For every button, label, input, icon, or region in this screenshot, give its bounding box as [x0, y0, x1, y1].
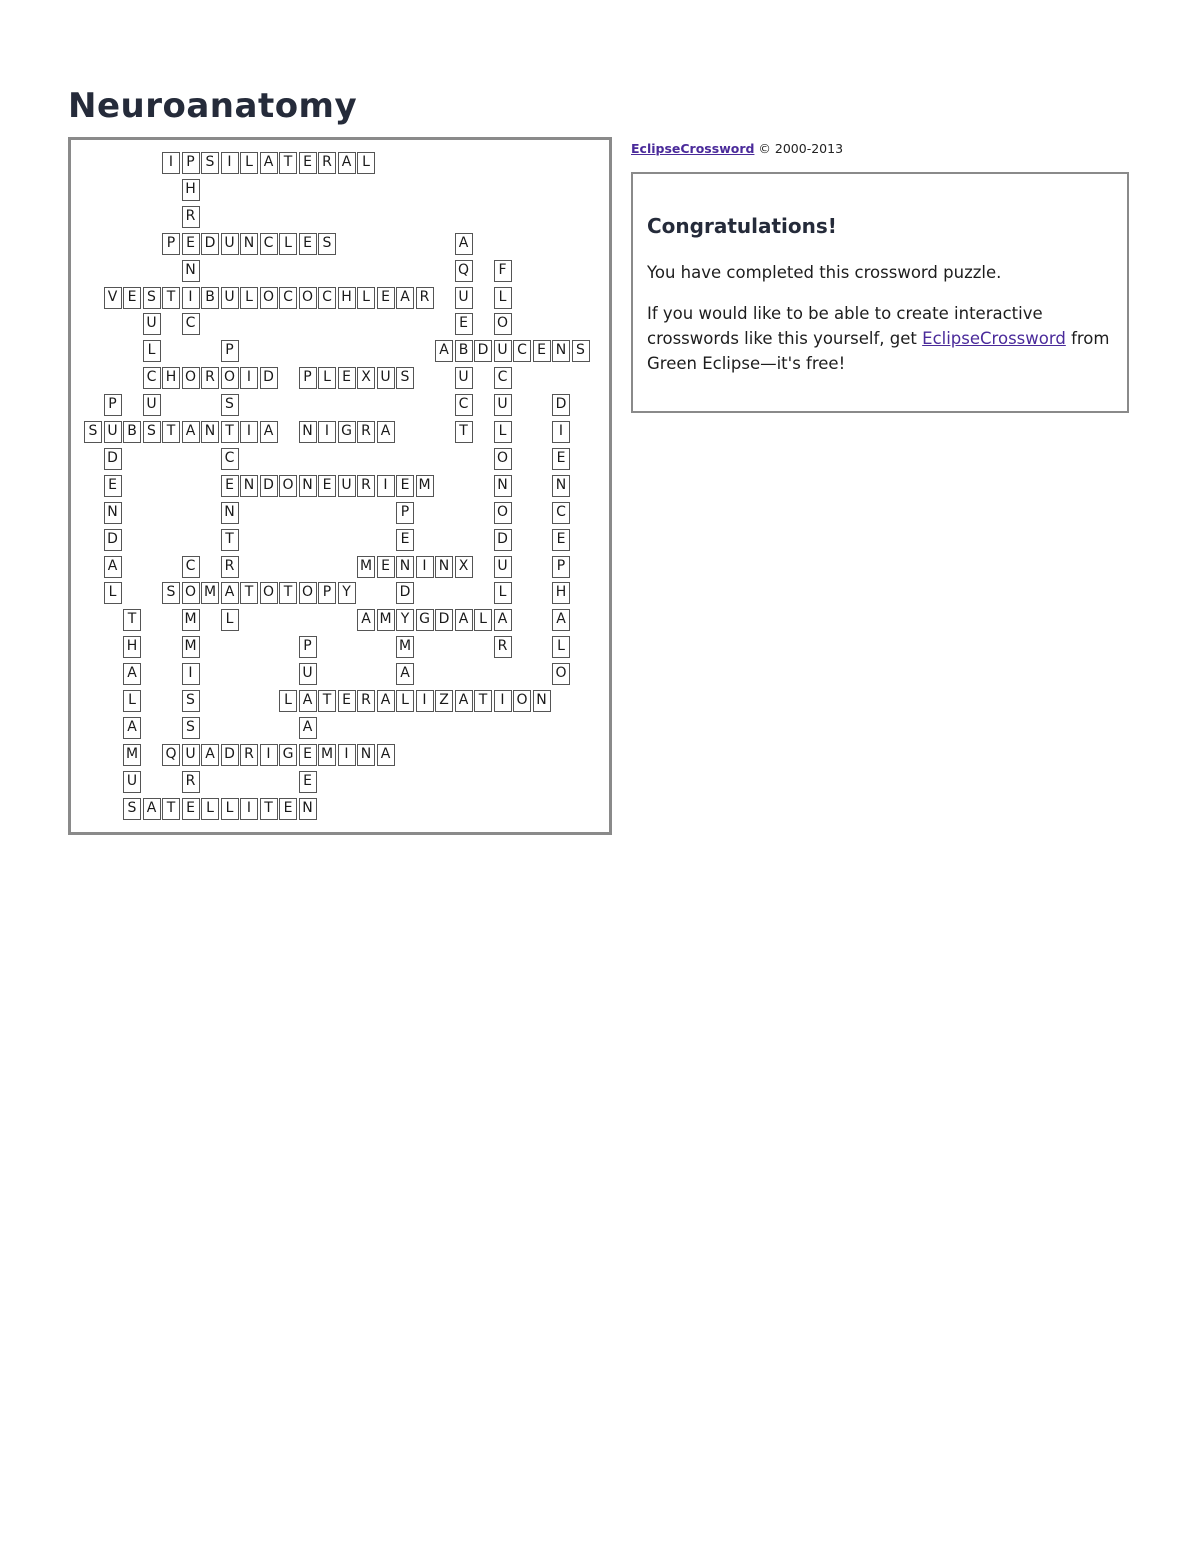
crossword-cell[interactable]: T	[162, 421, 180, 443]
crossword-cell[interactable]: H	[338, 287, 356, 309]
crossword-cell[interactable]: I	[240, 798, 258, 820]
crossword-cell[interactable]: R	[221, 556, 239, 578]
crossword-cell[interactable]: A	[552, 609, 570, 631]
crossword-cell[interactable]: D	[201, 233, 219, 255]
crossword-cell[interactable]: O	[260, 582, 278, 604]
crossword-cell[interactable]: R	[357, 690, 375, 712]
crossword-cell[interactable]: T	[123, 609, 141, 631]
crossword-cell[interactable]: L	[143, 340, 161, 362]
crossword-cell[interactable]: A	[396, 663, 414, 685]
crossword-cell[interactable]: M	[123, 744, 141, 766]
crossword-cell[interactable]: D	[221, 744, 239, 766]
crossword-cell[interactable]: M	[182, 609, 200, 631]
copyright-text: © 2000-2013	[754, 141, 844, 156]
crossword-cell[interactable]: A	[221, 582, 239, 604]
crossword-cell[interactable]: P	[396, 502, 414, 524]
crossword-cell[interactable]: L	[474, 609, 492, 631]
crossword-cell[interactable]: S	[123, 798, 141, 820]
crossword-cell[interactable]: L	[279, 690, 297, 712]
crossword-cell[interactable]: D	[104, 529, 122, 551]
crossword-cell[interactable]: I	[494, 690, 512, 712]
crossword-cell[interactable]: E	[279, 798, 297, 820]
crossword-cell[interactable]: O	[221, 367, 239, 389]
crossword-cell[interactable]: P	[318, 582, 336, 604]
crossword-cell[interactable]: U	[455, 367, 473, 389]
crossword-cell[interactable]: T	[162, 798, 180, 820]
crossword-cell[interactable]: U	[123, 771, 141, 793]
crossword-cell[interactable]: E	[182, 233, 200, 255]
crossword-cell[interactable]: A	[104, 556, 122, 578]
crossword-cell[interactable]: P	[552, 556, 570, 578]
crossword-cell[interactable]: C	[494, 367, 512, 389]
crossword-cell[interactable]: L	[396, 690, 414, 712]
crossword-cell[interactable]: A	[357, 609, 375, 631]
crossword-cell[interactable]: C	[513, 340, 531, 362]
crossword-cell[interactable]: M	[416, 475, 434, 497]
crossword-cell[interactable]: I	[552, 421, 570, 443]
crossword-cell[interactable]: E	[396, 529, 414, 551]
crossword-cell[interactable]: D	[494, 529, 512, 551]
crossword-cell[interactable]: D	[435, 609, 453, 631]
promo-message	[647, 301, 1113, 376]
crossword-cell[interactable]: E	[221, 475, 239, 497]
crossword-cell[interactable]: N	[396, 556, 414, 578]
crossword-cell[interactable]: P	[182, 152, 200, 174]
crossword-cell[interactable]: A	[396, 287, 414, 309]
crossword-cell[interactable]: S	[143, 421, 161, 443]
crossword-cell[interactable]: T	[221, 529, 239, 551]
crossword-cell[interactable]: L	[240, 152, 258, 174]
crossword-cell[interactable]: A	[260, 421, 278, 443]
crossword-cell[interactable]: O	[552, 663, 570, 685]
crossword-cell[interactable]: L	[552, 636, 570, 658]
crossword-cell[interactable]: C	[182, 556, 200, 578]
crossword-cell[interactable]: I	[260, 744, 278, 766]
crossword-cell[interactable]: E	[182, 798, 200, 820]
crossword-cell[interactable]: P	[104, 394, 122, 416]
crossword-cell[interactable]: U	[143, 394, 161, 416]
crossword-cell[interactable]: O	[299, 287, 317, 309]
crossword-cell[interactable]: I	[377, 475, 395, 497]
crossword-cell[interactable]: N	[221, 502, 239, 524]
crossword-cell[interactable]: T	[455, 421, 473, 443]
crossword-cell[interactable]: E	[318, 475, 336, 497]
crossword-cell[interactable]: N	[494, 475, 512, 497]
crossword-cell[interactable]: N	[240, 475, 258, 497]
crossword-cell[interactable]: I	[338, 744, 356, 766]
crossword-cell[interactable]: T	[318, 690, 336, 712]
crossword-cell[interactable]: S	[572, 340, 590, 362]
crossword-cell[interactable]: Z	[435, 690, 453, 712]
crossword-cell[interactable]: A	[377, 421, 395, 443]
crossword-cell[interactable]: T	[279, 152, 297, 174]
crossword-cell[interactable]: R	[240, 744, 258, 766]
crossword-cell[interactable]: M	[357, 556, 375, 578]
crossword-cell[interactable]: O	[182, 582, 200, 604]
crossword-cell[interactable]: I	[416, 690, 434, 712]
crossword-cell[interactable]: S	[182, 717, 200, 739]
crossword-cell[interactable]: E	[377, 287, 395, 309]
crossword-cell[interactable]: R	[494, 636, 512, 658]
crossword-cell[interactable]: C	[260, 233, 278, 255]
crossword-cell[interactable]: R	[416, 287, 434, 309]
crossword-cell[interactable]: I	[240, 367, 258, 389]
crossword-cell[interactable]: E	[104, 475, 122, 497]
crossword-cell[interactable]: B	[201, 287, 219, 309]
crossword-cell[interactable]: M	[377, 609, 395, 631]
crossword-cell[interactable]: M	[318, 744, 336, 766]
crossword-cell[interactable]: O	[513, 690, 531, 712]
crossword-cell[interactable]: S	[182, 690, 200, 712]
crossword-cell[interactable]: I	[162, 152, 180, 174]
crossword-frame	[68, 137, 612, 835]
crossword-cell[interactable]: A	[182, 421, 200, 443]
crossword-cell[interactable]: O	[494, 502, 512, 524]
crossword-cell[interactable]: D	[104, 448, 122, 470]
congratulations-panel	[631, 172, 1129, 413]
crossword-cell[interactable]: I	[182, 663, 200, 685]
crossword-cell[interactable]: E	[455, 313, 473, 335]
crossword-cell[interactable]: O	[182, 367, 200, 389]
crossword-cell[interactable]: N	[299, 798, 317, 820]
crossword-cell[interactable]: A	[123, 663, 141, 685]
crossword-cell[interactable]: P	[162, 233, 180, 255]
crossword-cell[interactable]: B	[455, 340, 473, 362]
crossword-cell[interactable]: C	[279, 287, 297, 309]
crossword-cell[interactable]: Y	[396, 609, 414, 631]
crossword-cell[interactable]: L	[279, 233, 297, 255]
crossword-cell[interactable]: C	[221, 448, 239, 470]
crossword-cell[interactable]: S	[396, 367, 414, 389]
crossword-cell[interactable]: L	[221, 798, 239, 820]
crossword-cell[interactable]: O	[260, 287, 278, 309]
crossword-cell[interactable]: E	[377, 556, 395, 578]
crossword-cell[interactable]: L	[318, 367, 336, 389]
crossword-cell[interactable]: E	[299, 233, 317, 255]
congratulations-title: Congratulations!	[647, 214, 837, 238]
crossword-cell[interactable]: F	[494, 260, 512, 282]
crossword-cell[interactable]: H	[182, 179, 200, 201]
crossword-cell[interactable]: N	[299, 475, 317, 497]
crossword-cell[interactable]: R	[318, 152, 336, 174]
crossword-cell[interactable]: C	[182, 313, 200, 335]
crossword-cell[interactable]: D	[396, 582, 414, 604]
crossword-cell[interactable]: R	[201, 367, 219, 389]
crossword-cell[interactable]: E	[299, 152, 317, 174]
eclipsecrossword-link[interactable]: EclipseCrossword	[922, 329, 1066, 348]
crossword-cell[interactable]: N	[552, 475, 570, 497]
crossword-cell[interactable]: N	[552, 340, 570, 362]
completion-message: You have completed this crossword puzzle.	[647, 263, 1002, 282]
crossword-cell[interactable]: N	[240, 233, 258, 255]
crossword-cell[interactable]: S	[318, 233, 336, 255]
crossword-cell[interactable]: H	[552, 582, 570, 604]
credit-line	[631, 141, 843, 156]
crossword-cell[interactable]: E	[338, 367, 356, 389]
crossword-cell[interactable]: E	[396, 475, 414, 497]
crossword-cell[interactable]: A	[377, 690, 395, 712]
crossword-cell[interactable]: O	[279, 475, 297, 497]
crossword-cell[interactable]: A	[494, 609, 512, 631]
crossword-cell[interactable]: U	[221, 233, 239, 255]
crossword-cell[interactable]: U	[221, 287, 239, 309]
crossword-cell[interactable]: A	[123, 717, 141, 739]
crossword-cell[interactable]: U	[377, 367, 395, 389]
crossword-cell[interactable]: A	[260, 152, 278, 174]
crossword-cell[interactable]: E	[338, 690, 356, 712]
crossword-cell[interactable]: S	[221, 394, 239, 416]
crossword-cell[interactable]: X	[357, 367, 375, 389]
crossword-cell[interactable]: M	[396, 636, 414, 658]
crossword-cell[interactable]: A	[455, 690, 473, 712]
crossword-cell[interactable]: S	[143, 287, 161, 309]
crossword-cell[interactable]: N	[533, 690, 551, 712]
crossword-cell[interactable]: A	[299, 717, 317, 739]
crossword-cell[interactable]: Y	[338, 582, 356, 604]
crossword-grid	[71, 140, 609, 832]
crossword-cell[interactable]: N	[435, 556, 453, 578]
crossword-cell[interactable]: H	[162, 367, 180, 389]
crossword-cell[interactable]: L	[357, 152, 375, 174]
crossword-cell[interactable]: R	[182, 771, 200, 793]
crossword-cell[interactable]: U	[494, 340, 512, 362]
crossword-cell[interactable]: B	[123, 421, 141, 443]
crossword-cell[interactable]: P	[221, 340, 239, 362]
eclipsecrossword-credit-link[interactable]: EclipseCrossword	[631, 141, 755, 156]
crossword-cell[interactable]: M	[182, 636, 200, 658]
crossword-cell[interactable]: D	[260, 475, 278, 497]
crossword-cell[interactable]: L	[357, 287, 375, 309]
crossword-cell[interactable]: D	[260, 367, 278, 389]
crossword-cell[interactable]: C	[552, 502, 570, 524]
crossword-cell[interactable]: U	[494, 394, 512, 416]
crossword-cell[interactable]: I	[221, 152, 239, 174]
crossword-cell[interactable]: T	[162, 287, 180, 309]
crossword-cell[interactable]: M	[201, 582, 219, 604]
crossword-cell[interactable]: N	[201, 421, 219, 443]
crossword-cell[interactable]: E	[533, 340, 551, 362]
crossword-cell[interactable]: V	[104, 287, 122, 309]
crossword-cell[interactable]: U	[104, 421, 122, 443]
crossword-cell[interactable]: L	[494, 582, 512, 604]
crossword-cell[interactable]: O	[494, 448, 512, 470]
crossword-cell[interactable]: N	[299, 421, 317, 443]
crossword-cell[interactable]: C	[318, 287, 336, 309]
crossword-cell[interactable]: A	[455, 233, 473, 255]
crossword-cell[interactable]: S	[201, 152, 219, 174]
crossword-cell[interactable]: L	[123, 690, 141, 712]
crossword-cell[interactable]: U	[455, 287, 473, 309]
crossword-cell[interactable]: C	[143, 367, 161, 389]
crossword-cell[interactable]: T	[240, 582, 258, 604]
crossword-cell[interactable]: O	[299, 582, 317, 604]
crossword-cell[interactable]: N	[182, 260, 200, 282]
promo-text-start: If you would like to be able to create interactive crosswords like this yourself, get	[647, 304, 1043, 348]
crossword-cell[interactable]: S	[84, 421, 102, 443]
crossword-cell[interactable]: U	[299, 663, 317, 685]
crossword-cell[interactable]: A	[143, 798, 161, 820]
crossword-cell[interactable]: P	[299, 367, 317, 389]
crossword-cell[interactable]: I	[318, 421, 336, 443]
crossword-cell[interactable]: U	[494, 556, 512, 578]
crossword-cell[interactable]: A	[338, 152, 356, 174]
promo-text-end: from Green Eclipse—it's free!	[647, 329, 1110, 373]
crossword-cell[interactable]: Q	[162, 744, 180, 766]
crossword-cell[interactable]: G	[338, 421, 356, 443]
crossword-cell[interactable]: U	[143, 313, 161, 335]
crossword-cell[interactable]: E	[299, 771, 317, 793]
crossword-cell[interactable]: U	[338, 475, 356, 497]
crossword-cell[interactable]: A	[201, 744, 219, 766]
crossword-cell[interactable]: A	[377, 744, 395, 766]
crossword-cell[interactable]: R	[357, 475, 375, 497]
crossword-cell[interactable]: T	[260, 798, 278, 820]
crossword-cell[interactable]: R	[182, 206, 200, 228]
crossword-cell[interactable]: N	[104, 502, 122, 524]
crossword-cell[interactable]: U	[182, 744, 200, 766]
crossword-cell[interactable]: L	[104, 582, 122, 604]
crossword-cell[interactable]: G	[416, 609, 434, 631]
crossword-cell[interactable]: Q	[455, 260, 473, 282]
crossword-cell[interactable]: E	[552, 448, 570, 470]
crossword-cell[interactable]: L	[494, 421, 512, 443]
crossword-cell[interactable]: I	[240, 421, 258, 443]
crossword-cell[interactable]: T	[279, 582, 297, 604]
crossword-cell[interactable]: I	[416, 556, 434, 578]
crossword-cell[interactable]: E	[552, 529, 570, 551]
crossword-cell[interactable]: E	[123, 287, 141, 309]
crossword-cell[interactable]: T	[474, 690, 492, 712]
crossword-cell[interactable]: O	[494, 313, 512, 335]
crossword-cell[interactable]: E	[299, 744, 317, 766]
crossword-cell[interactable]: L	[240, 287, 258, 309]
crossword-cell[interactable]: C	[455, 394, 473, 416]
crossword-cell[interactable]: D	[474, 340, 492, 362]
crossword-cell[interactable]: T	[221, 421, 239, 443]
crossword-cell[interactable]: L	[494, 287, 512, 309]
crossword-cell[interactable]: L	[221, 609, 239, 631]
crossword-cell[interactable]: S	[162, 582, 180, 604]
crossword-cell[interactable]: P	[299, 636, 317, 658]
crossword-cell[interactable]: L	[201, 798, 219, 820]
crossword-cell[interactable]: H	[123, 636, 141, 658]
crossword-cell[interactable]: X	[455, 556, 473, 578]
page-title: Neuroanatomy	[68, 86, 358, 126]
crossword-cell[interactable]: A	[455, 609, 473, 631]
crossword-cell[interactable]: D	[552, 394, 570, 416]
crossword-cell[interactable]: A	[435, 340, 453, 362]
crossword-cell[interactable]: R	[357, 421, 375, 443]
crossword-cell[interactable]: N	[357, 744, 375, 766]
crossword-cell[interactable]: G	[279, 744, 297, 766]
crossword-cell[interactable]: I	[182, 287, 200, 309]
crossword-cell[interactable]: A	[299, 690, 317, 712]
